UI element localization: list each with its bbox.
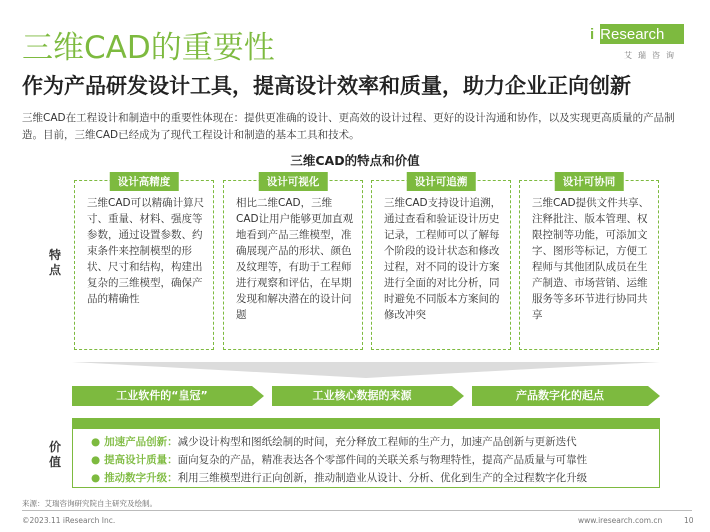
iresearch-logo	[572, 24, 684, 68]
card-body: 三维CAD提供文件共享、注释批注、版本管理、权限控制等功能，可添加文字、图形等标记，方便工程师与其他团队成员在生产制造、市场营销、运维服务等多环节进行协同共享	[532, 197, 650, 321]
value-key: 推动数字升级：	[104, 472, 178, 484]
value-list	[91, 433, 651, 487]
down-arrow-bar	[72, 362, 660, 378]
value-text: 减少设计构型和图纸绘制的时间，充分释放工程师的生产力，加速产品创新与更新迭代	[177, 436, 577, 448]
section-title: 三维CAD的特点和价值	[290, 153, 420, 168]
bullet-icon: ●	[91, 454, 101, 466]
category-core-data: 工业核心数据的来源	[272, 386, 452, 406]
page-subtitle: 作为产品研发设计工具，提高设计效率和质量，助力企业正向创新	[22, 74, 631, 98]
card-title: 设计可协同	[555, 172, 624, 191]
value-text: 面向复杂的产品，精准表达各个零部件间的关联关系与物理特性，提高产品质量与可靠性	[177, 454, 588, 466]
category-crown: 工业软件的“皇冠”	[72, 386, 252, 406]
card-title: 设计可视化	[259, 172, 328, 191]
logo-brand: Research	[600, 26, 665, 43]
copyright: ©2023.11 iResearch Inc.	[22, 516, 116, 525]
category-digital-start: 产品数字化的起点	[472, 386, 648, 406]
website-link[interactable]: www.iresearch.com.cn	[578, 516, 663, 525]
intro-paragraph: 三维CAD在工程设计和制造中的重要性体现在：提供更准确的设计、更高效的设计过程、更好的设计沟通和协作，以及实现更高质量的产品制造。目前，三维CAD已经成为了现代工程设计和制造的基本工具和技术。	[22, 112, 675, 141]
feature-card-precision	[74, 176, 214, 350]
value-top-bar	[73, 419, 659, 429]
features-label: 特点	[48, 248, 61, 277]
value-key: 提高设计质量：	[104, 454, 178, 466]
bullet-icon: ●	[91, 472, 101, 484]
value-box	[72, 418, 660, 488]
card-title: 设计高精度	[110, 172, 179, 191]
card-title: 设计可追溯	[407, 172, 476, 191]
card-body: 相比二维CAD，三维CAD让用户能够更加直观地看到产品三维模型，准确展现产品的形状、颜色及纹理等，有助于工程师进行观察和评估，在早期发现和解决潜在的设计问题	[236, 197, 354, 321]
logo-i: i	[590, 26, 595, 43]
value-label: 价值	[48, 440, 61, 469]
value-key: 加速产品创新：	[104, 436, 178, 448]
page-title: 三维CAD的重要性	[22, 30, 275, 66]
footer-divider	[22, 510, 692, 511]
logo-text	[590, 26, 664, 43]
bullet-icon: ●	[91, 436, 101, 448]
feature-card-traceability	[371, 176, 511, 350]
logo-sub: 艾瑞咨询	[624, 51, 680, 60]
page-number: 10	[684, 516, 694, 525]
card-body: 三维CAD可以精确计算尺寸、重量、材料、强度等参数，通过设置参数、约束条件来控制模型的形状、尺寸和结构，构建出复杂的三维模型，确保产品的精确性	[87, 197, 205, 305]
source-note: 来源：艾瑞咨询研究院自主研究及绘制。	[22, 499, 157, 508]
feature-card-collaboration	[519, 176, 659, 350]
value-text: 利用三维模型进行正向创新，推动制造业从设计、分析、优化到生产的全过程数字化升级	[177, 472, 588, 484]
value-item	[91, 469, 651, 487]
value-item	[91, 433, 651, 451]
card-body: 三维CAD支持设计追溯，通过查看和验证设计历史记录，工程师可以了解每个阶段的设计状态和修改过程，对不同的设计方案进行全面的对比分析，同时避免不同版本方案间的修改冲突	[384, 197, 502, 321]
feature-card-visualization	[223, 176, 363, 350]
value-item	[91, 451, 651, 469]
category-row	[72, 386, 660, 406]
